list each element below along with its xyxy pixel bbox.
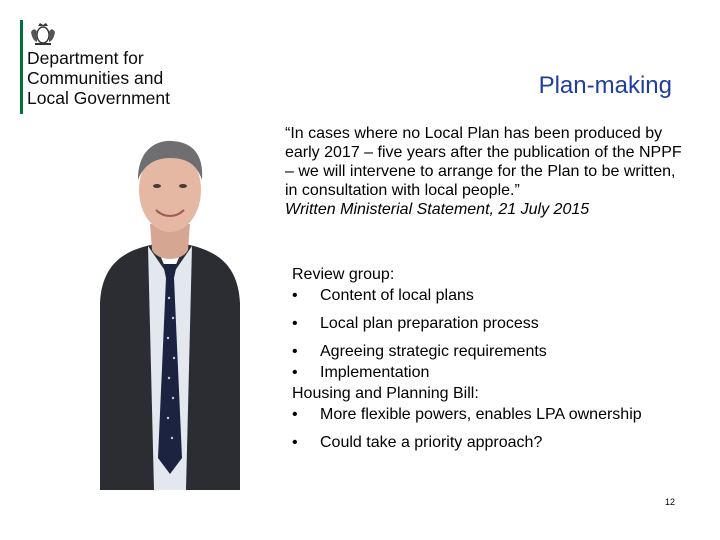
list-item	[292, 404, 672, 425]
page-number: 12	[664, 497, 675, 507]
bullet: •	[292, 315, 298, 332]
bill-heading: Housing and Planning Bill:	[292, 385, 479, 402]
bullet: •	[292, 406, 298, 423]
department-name	[27, 48, 170, 108]
bullet: •	[292, 343, 298, 360]
quote-block	[285, 124, 685, 219]
royal-crest-icon	[28, 20, 58, 46]
bullet: •	[292, 434, 298, 451]
review-group-heading: Review group:	[292, 266, 395, 283]
list-item-text: Could take a priority approach?	[320, 434, 543, 451]
department-line: Department for	[27, 48, 144, 68]
list-item	[292, 362, 672, 383]
slide-title: Plan-making	[538, 72, 672, 99]
department-line: Local Government	[27, 88, 170, 108]
bullet: •	[292, 287, 298, 304]
slide-body	[292, 264, 672, 453]
logo-accent-bar	[20, 20, 23, 114]
quote-source: Written Ministerial Statement, 21 July 2015	[285, 201, 590, 218]
list-item-text: Local plan preparation process	[320, 315, 539, 332]
quote-text: “In cases where no Local Plan has been produced by early 2017 – five years after the publication of the NPPF – we will intervene to arrange for the Plan to be written, in consultation with local people.”	[285, 125, 682, 199]
bill-list	[292, 404, 672, 453]
list-item-text: Content of local plans	[320, 287, 474, 304]
list-item	[292, 432, 672, 453]
minister-portrait	[100, 128, 240, 490]
list-item	[292, 341, 672, 362]
bullet: •	[292, 364, 298, 381]
list-item-text: Implementation	[320, 364, 430, 381]
list-item	[292, 285, 672, 306]
department-line: Communities and	[27, 68, 164, 88]
list-item	[292, 313, 672, 334]
review-group-list	[292, 285, 672, 383]
list-item-text: Agreeing strategic requirements	[320, 343, 547, 360]
list-item-text: More flexible powers, enables LPA ownership	[320, 406, 642, 423]
